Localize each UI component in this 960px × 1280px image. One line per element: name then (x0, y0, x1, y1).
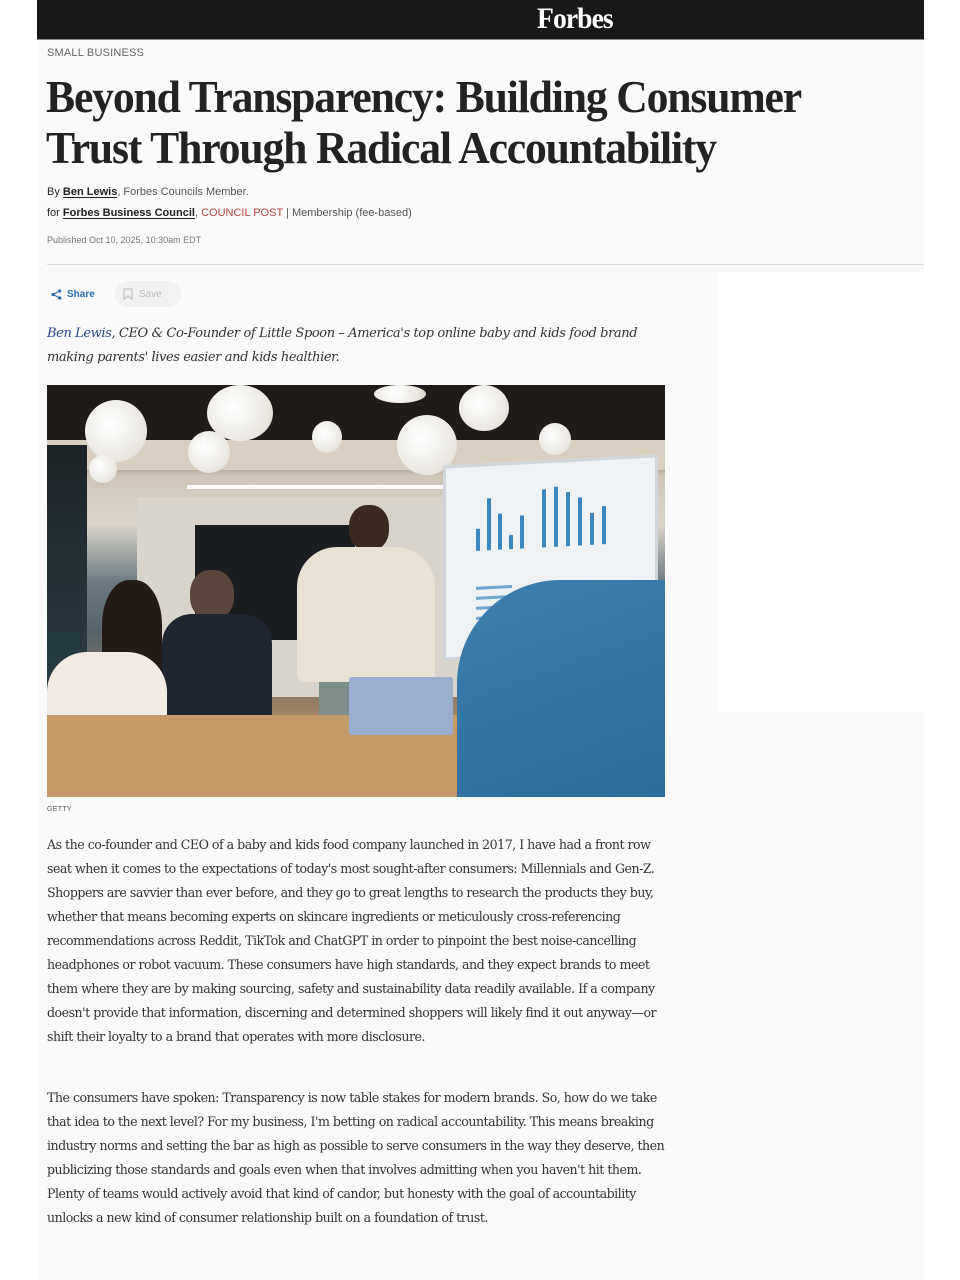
author-role: Forbes Councils Member. (120, 186, 249, 198)
screen-hbar (476, 585, 512, 590)
screen-bar (509, 535, 513, 549)
screen-bar (542, 489, 546, 547)
share-icon (51, 289, 62, 300)
article-paragraph: The consumers have spoken: Transparency is now table stakes for modern brands. So, how do we take that idea to the next level? For my business, I'm betting on radical accountability. This means breaking industry norms and setting the bar as high as possible to serve consumers in the way they deserve, then publicizing those standards and goals even when that involves admitting when you haven't hit them. Plenty of teams would actively avoid that kind of candor, but honesty with the goal of accountability unlocks a new kind of consumer relationship built on a foundation of trust. (47, 1090, 665, 1225)
save-button[interactable] (115, 281, 181, 307)
screen-bar (487, 498, 491, 550)
share-label: Share (67, 288, 95, 300)
screen-bar (476, 529, 480, 551)
author-link[interactable]: Ben Lewis (62, 186, 118, 198)
sidebar-ad-slot (717, 272, 924, 712)
pendant-lamp (459, 385, 509, 431)
intro-text: , CEO & Co-Founder of Little Spoon – America's top online baby and kids food brand making parents' lives easier and kids healthier. (47, 326, 638, 365)
save-label: Save (139, 288, 162, 300)
section-label[interactable]: SMALL BUSINESS (47, 47, 145, 59)
council-link[interactable]: Forbes Business Council (62, 207, 195, 219)
screen-bar (590, 513, 594, 545)
screen-bar (578, 497, 582, 545)
screen-bar (554, 487, 558, 547)
byline-separator: | (286, 207, 289, 219)
header-divider (47, 264, 924, 265)
byline-comma-2: , (194, 207, 198, 219)
site-header (37, 0, 924, 40)
pendant-lamp (312, 421, 342, 453)
article-page (37, 0, 924, 1280)
screen-bar (602, 506, 606, 544)
published-date: Published Oct 10, 2025, 10:30am EDT (47, 235, 202, 245)
byline-by: By (47, 186, 60, 198)
screen-bar (498, 514, 502, 550)
intro-author-link[interactable]: Ben Lewis (47, 326, 112, 341)
pendant-lamp (374, 385, 426, 403)
bookmark-icon (123, 288, 133, 300)
pendant-lamp (539, 423, 571, 455)
share-button[interactable] (51, 284, 95, 304)
byline-council (47, 206, 412, 221)
foreground-person (457, 580, 665, 797)
screen-bar (566, 492, 570, 546)
screen-bar (520, 515, 524, 548)
forbes-logo[interactable]: Forbes (537, 2, 613, 35)
byline-comma: , (117, 186, 121, 198)
byline-for: for (47, 207, 60, 219)
author-intro (47, 322, 657, 370)
membership-note: Membership (fee-based) (291, 207, 412, 219)
council-post-badge: COUNCIL POST (201, 207, 283, 219)
article-paragraph: As the co-founder and CEO of a baby and kids food company launched in 2017, I have had a front row seat when it comes to the expectations of today's most sought-after consumers: Millennials and Gen-Z. Shoppers are savvier than ever before, and they go to great lengths to research the products they buy, whether that means becoming experts on skincare ingredients or meticulously cross-referencing recommendations across Reddit, TikTok and ChatGPT in order to pinpoint the best noise-cancelling headphones or robot vacuum. These consumers have high standards, and they expect brands to meet them where they are by making sourcing, safety and sustainability data readily available. If a company doesn't provide that information, discerning and determined shoppers will likely find it out anyway—or shift their loyalty to a brand that operates with more disclosure. (47, 837, 657, 1044)
image-caption: GETTY (47, 806, 72, 813)
pendant-lamp (89, 455, 117, 483)
pendant-lamp (188, 431, 230, 473)
pendant-lamp (85, 400, 147, 462)
article-title: Beyond Transparency: Building Consumer Trust Through Radical Accountability (46, 72, 801, 173)
hero-image[interactable] (47, 385, 665, 797)
byline (47, 185, 249, 200)
laptop (349, 677, 453, 735)
